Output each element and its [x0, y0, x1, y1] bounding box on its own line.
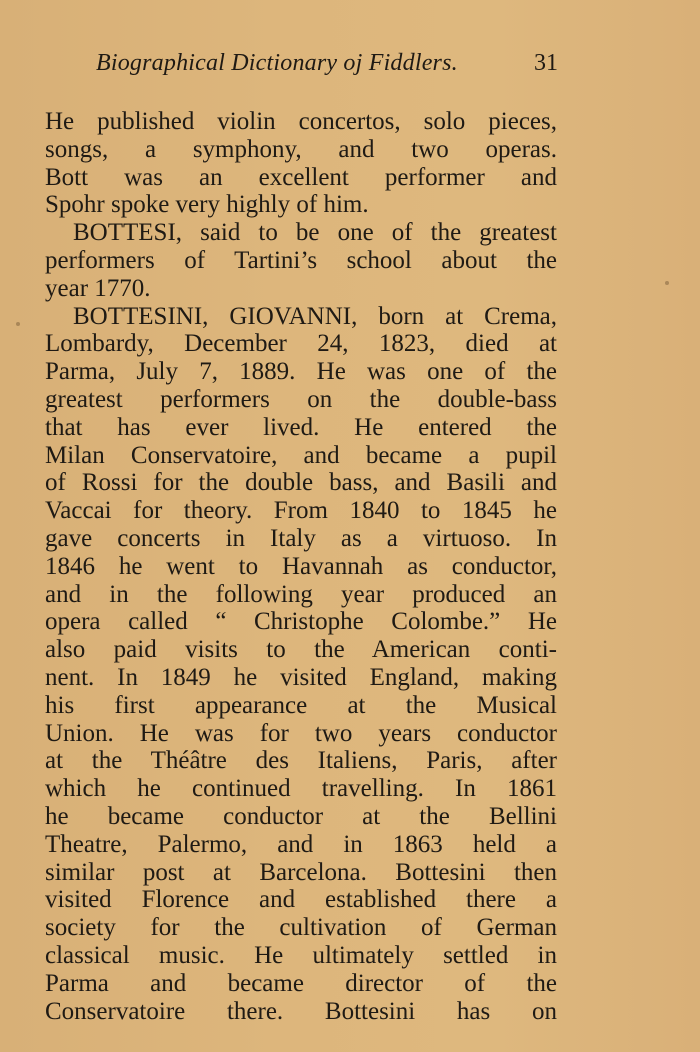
text-line: Parma and became director of the — [45, 969, 557, 997]
text-line: Milan Conservatoire, and became a pupil — [45, 441, 557, 469]
text-line: Spohr spoke very highly of him. — [45, 191, 369, 219]
text-line: greatest performers on the double-bass — [45, 385, 557, 413]
text-line: society for the cultivation of German — [45, 914, 557, 942]
text-line: his first appearance at the Musical — [45, 691, 557, 719]
text-line: which he continued travelling. In 1861 — [45, 775, 557, 803]
text-line: Theatre, Palermo, and in 1863 held a — [45, 830, 557, 858]
paper-speck — [665, 281, 669, 285]
page-number: 31 — [534, 50, 558, 76]
text-line: gave concerts in Italy as a virtuoso. In — [45, 524, 557, 552]
running-title: Biographical Dictionary oj Fiddlers. — [96, 50, 458, 76]
body-text — [45, 108, 557, 1025]
text-line: Parma, July 7, 1889. He was one of the — [45, 358, 557, 386]
text-line: nent. In 1849 he visited England, making — [45, 663, 557, 691]
entry-bottesi-start: BOTTESI, said to be one of the greatest — [73, 219, 557, 247]
text-line: Conservatoire there. Bottesini has on — [45, 997, 557, 1025]
paper-speck — [16, 322, 20, 326]
text-line: songs, a symphony, and two operas. — [45, 135, 557, 163]
text-line: Bott was an excellent performer and — [45, 163, 557, 191]
text-line: at the Théâtre des Italiens, Paris, after — [45, 747, 557, 775]
text-line: he became conductor at the Bellini — [45, 802, 557, 830]
text-line: and in the following year produced an — [45, 580, 557, 608]
text-line: opera called “ Christophe Colombe.” He — [45, 608, 557, 636]
text-line: 1846 he went to Havannah as conductor, — [45, 552, 557, 580]
text-line: also paid visits to the American conti- — [45, 636, 557, 664]
text-line: performers of Tartini’s school about the — [45, 246, 557, 274]
text-line: year 1770. — [45, 274, 151, 302]
entry-bottesini-start: BOTTESINI, GIOVANNI, born at Crema, — [73, 302, 557, 330]
text-line: classical music. He ultimately settled in — [45, 941, 557, 969]
text-line: of Rossi for the double bass, and Basili and — [45, 469, 557, 497]
text-line: Vaccai for theory. From 1840 to 1845 he — [45, 497, 557, 525]
text-line: Union. He was for two years conductor — [45, 719, 557, 747]
text-line: Lombardy, December 24, 1823, died at — [45, 330, 557, 358]
text-line: He published violin concertos, solo pieces, — [45, 108, 557, 135]
text-line: that has ever lived. He entered the — [45, 413, 557, 441]
running-head — [96, 50, 558, 84]
text-line: visited Florence and established there a — [45, 886, 557, 914]
text-line: similar post at Barcelona. Bottesini then — [45, 858, 557, 886]
